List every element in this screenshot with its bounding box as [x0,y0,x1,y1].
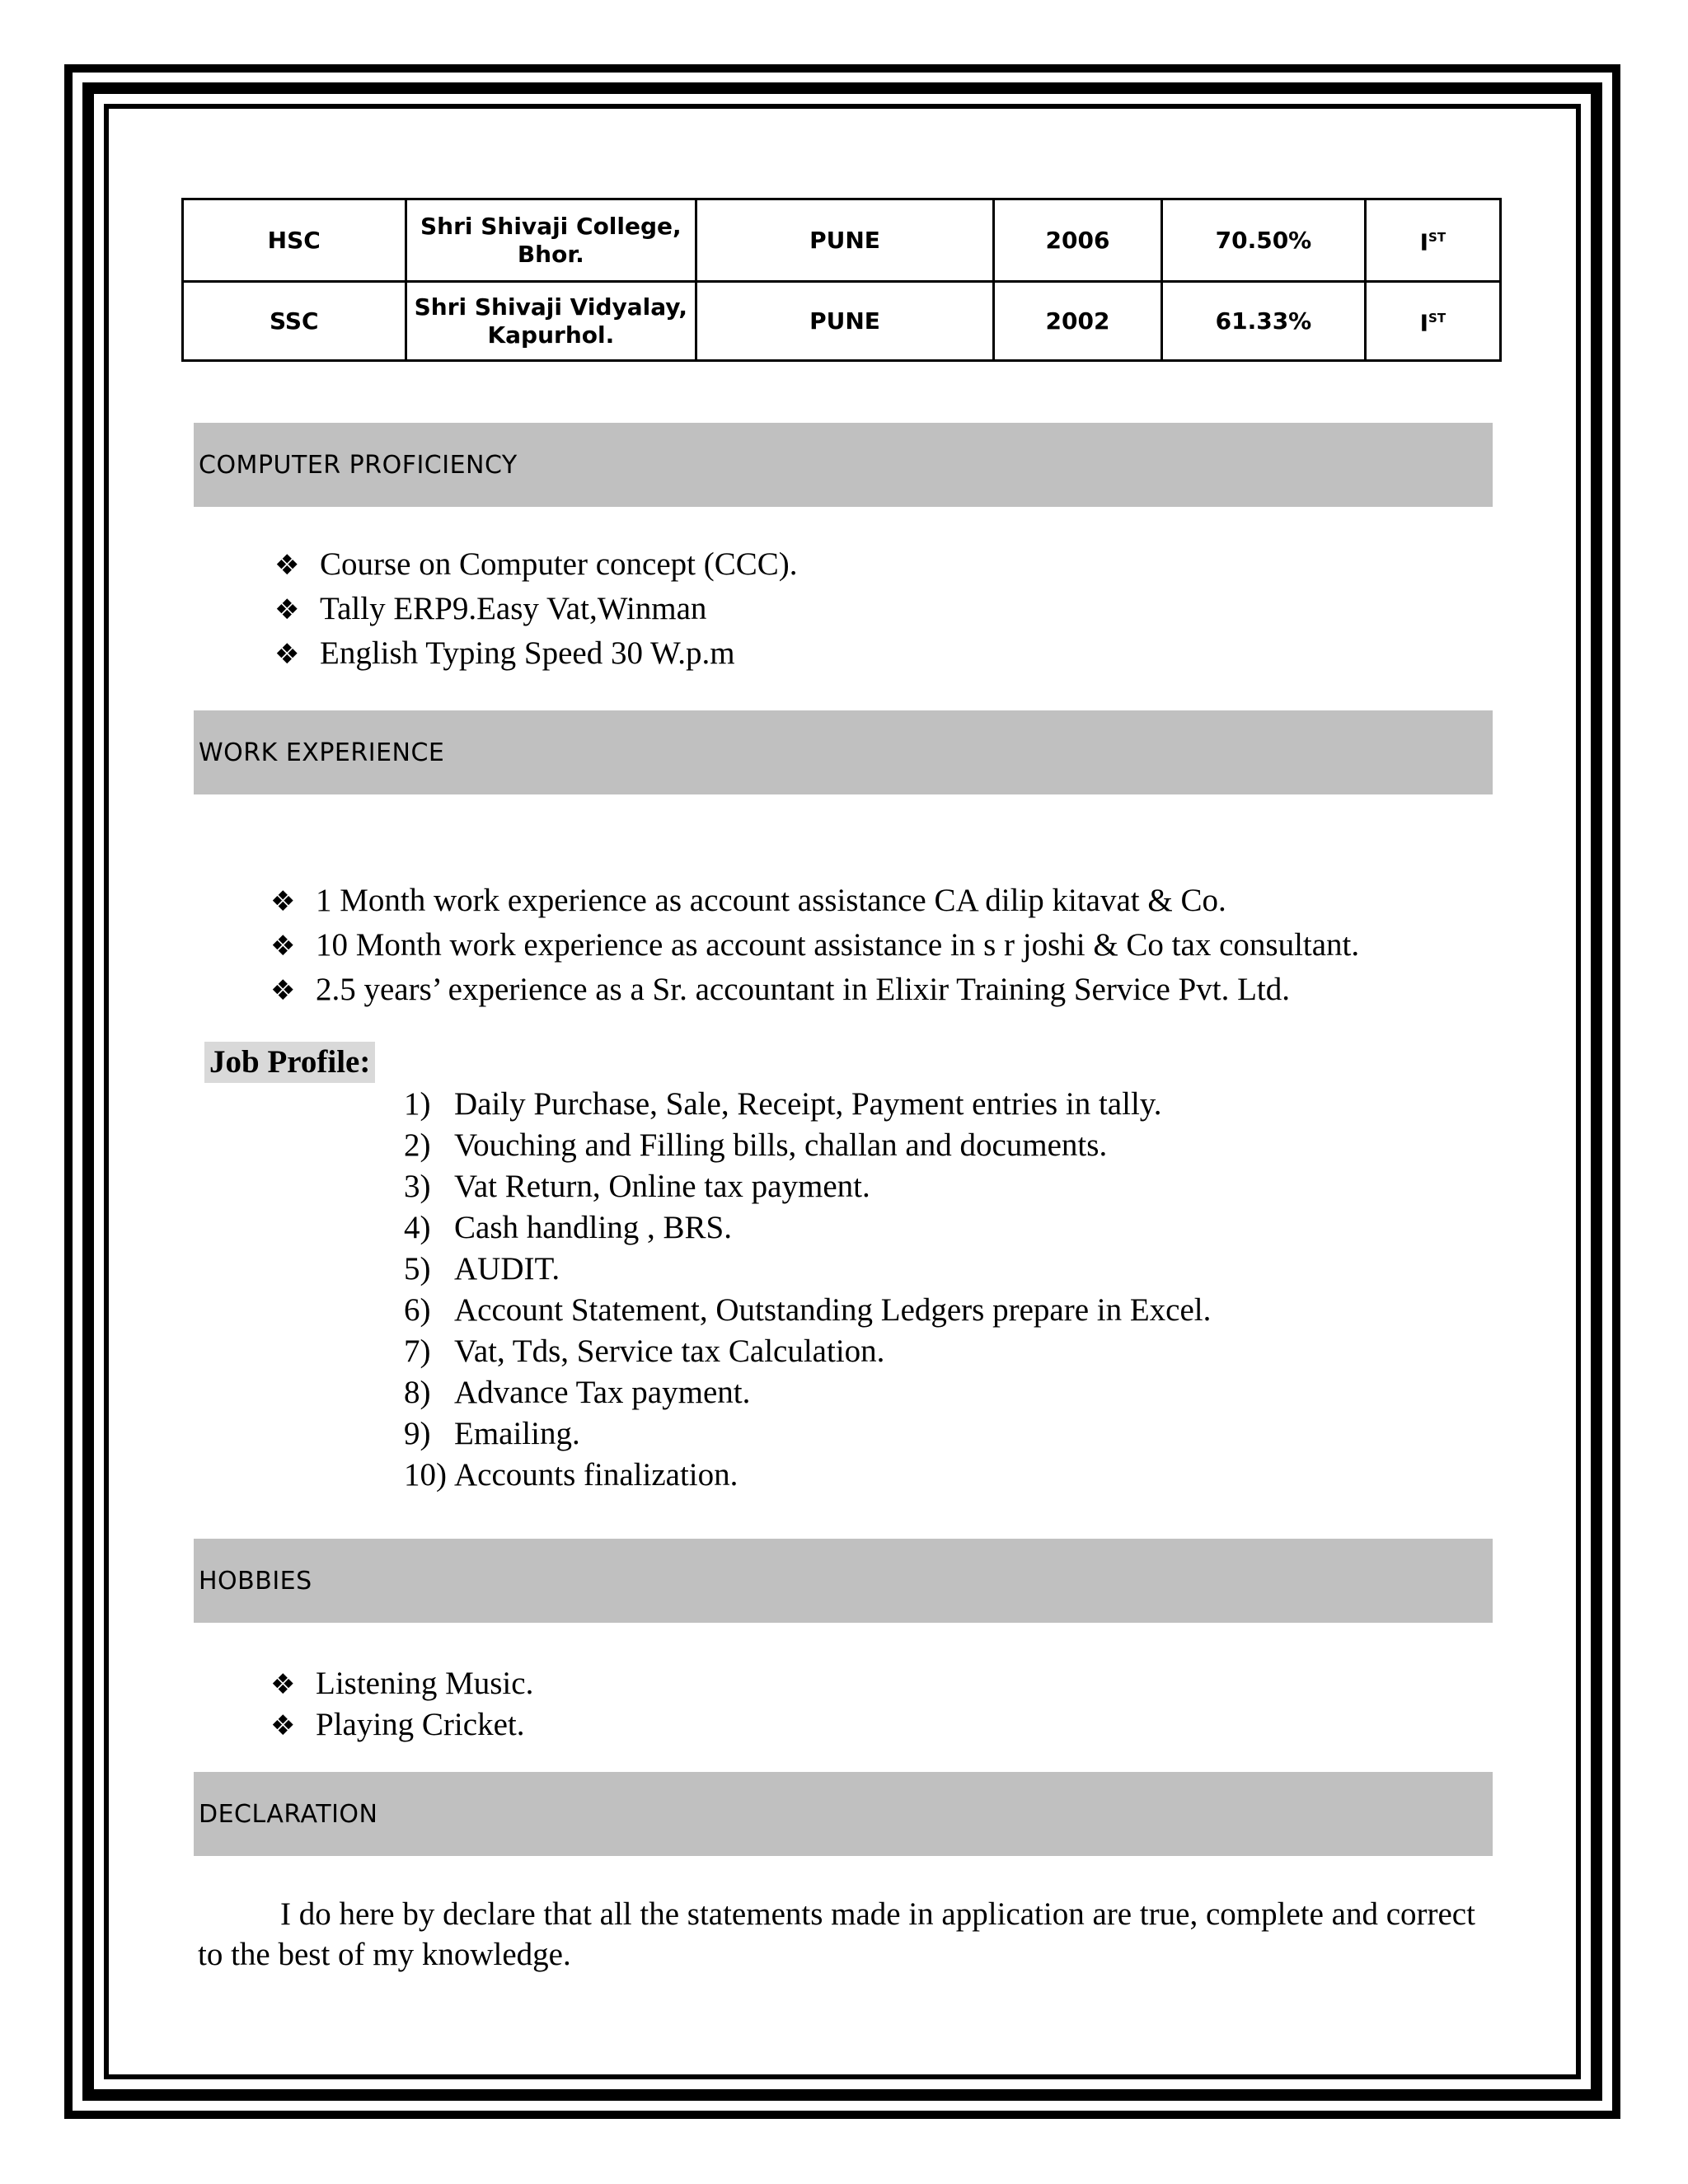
diamond-bullet-icon: ❖ [274,593,300,626]
item-number: 6) [404,1292,431,1328]
year-cell: 2002 [993,282,1161,361]
list-item-text: Vouching and Filling bills, challan and documents. [454,1127,1108,1163]
city-cell: PUNE [696,282,994,361]
job-profile-label: Job Profile: [204,1042,375,1083]
list-item [404,1125,1211,1166]
list-item-text: Vat Return, Online tax payment. [454,1169,870,1204]
diamond-bullet-icon: ❖ [270,974,296,1007]
item-number: 3) [404,1169,431,1204]
exam-cell: HSC [183,199,406,282]
list-item-text: Account Statement, Outstanding Ledgers prepare in Excel. [454,1292,1212,1328]
list-item [274,631,798,676]
class-cell [1365,199,1500,282]
list-item [404,1413,1211,1455]
item-number: 8) [404,1375,431,1410]
item-number: 10) [404,1457,447,1493]
item-number: 1) [404,1086,431,1122]
list-item-text: 1 Month work experience as account assistance CA dilip kitavat & Co. [316,883,1226,918]
diamond-bullet-icon: ❖ [274,638,300,671]
hobbies-list [270,1663,533,1746]
education-table [181,198,1502,362]
list-item [404,1455,1211,1496]
list-item-text: Emailing. [454,1416,580,1451]
work-list [270,879,1359,1012]
list-item [270,879,1359,923]
list-item-text: English Typing Speed 30 W.p.m [320,635,735,671]
diamond-bullet-icon: ❖ [270,1709,296,1742]
class-suffix: ST [1428,230,1447,246]
list-item [270,1704,533,1746]
item-number: 4) [404,1210,431,1245]
computer-list [274,542,798,676]
list-item-text: Course on Computer concept (CCC). [320,546,798,582]
computer-proficiency-heading: COMPUTER PROFICIENCY [194,423,1493,507]
class-text: I [1419,309,1429,337]
item-number: 2) [404,1127,431,1163]
list-item-text: AUDIT. [454,1251,560,1286]
list-item [404,1166,1211,1207]
list-item-text: 2.5 years’ experience as a Sr. accountant in Elixir Training Service Pvt. Ltd. [316,972,1290,1007]
exam-cell: SSC [183,282,406,361]
list-item [404,1249,1211,1290]
list-item-text: Vat, Tds, Service tax Calculation. [454,1333,885,1369]
list-item-text: Daily Purchase, Sale, Receipt, Payment entries in tally. [454,1086,1162,1122]
list-item [274,587,798,631]
list-item [270,968,1359,1012]
institute-cell: Shri Shivaji Vidyalay, Kapurhol. [406,282,696,361]
diamond-bullet-icon: ❖ [270,885,296,918]
year-cell: 2006 [993,199,1161,282]
list-item-text: Listening Music. [316,1666,534,1701]
list-item [270,1663,533,1704]
list-item [274,542,798,587]
work-experience-heading: WORK EXPERIENCE [194,710,1493,794]
item-number: 7) [404,1333,431,1369]
item-number: 5) [404,1251,431,1286]
city-cell: PUNE [696,199,994,282]
list-item-text: Playing Cricket. [316,1707,525,1742]
list-item [270,923,1359,968]
class-suffix: ST [1428,311,1447,326]
list-item [404,1290,1211,1331]
declaration-body: I do here by declare that all the statements made in application are true, complete and correct to the best of my knowledge. [198,1896,1475,1972]
diamond-bullet-icon: ❖ [270,1668,296,1701]
class-cell [1365,282,1500,361]
job-profile-list [404,1084,1211,1496]
declaration-text [198,1894,1484,1975]
list-item-text: Accounts finalization. [454,1457,738,1493]
institute-cell: Shri Shivaji College, Bhor. [406,199,696,282]
table-row [183,199,1501,282]
percent-cell: 70.50% [1162,199,1365,282]
list-item [404,1331,1211,1372]
list-item-text: Tally ERP9.Easy Vat,Winman [320,591,707,626]
diamond-bullet-icon: ❖ [274,549,300,582]
list-item [404,1372,1211,1413]
diamond-bullet-icon: ❖ [270,930,296,963]
class-text: I [1419,228,1429,256]
hobbies-heading: HOBBIES [194,1539,1493,1623]
list-item-text: Cash handling , BRS. [454,1210,732,1245]
list-item-text: Advance Tax payment. [454,1375,751,1410]
list-item [404,1207,1211,1249]
table-row [183,282,1501,361]
item-number: 9) [404,1416,431,1451]
declaration-heading: DECLARATION [194,1772,1493,1856]
list-item-text: 10 Month work experience as account assistance in s r joshi & Co tax consultant. [316,927,1360,963]
list-item [404,1084,1211,1125]
percent-cell: 61.33% [1162,282,1365,361]
